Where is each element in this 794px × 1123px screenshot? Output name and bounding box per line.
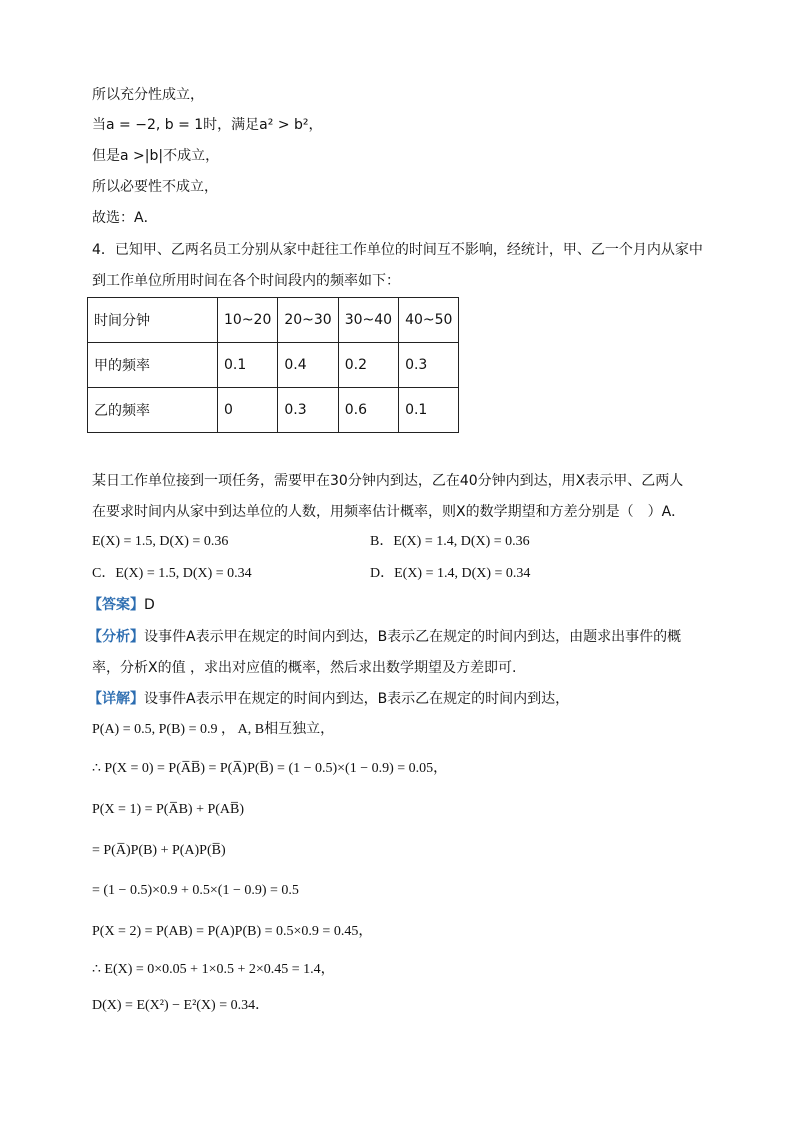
table-cell: 0.2 [338,343,398,388]
detail-line-1 [88,689,569,709]
answer-value: D [144,597,155,613]
text-line-3: 但是a >|b|不成立， [92,148,220,164]
detail-tag: 【详解】 [88,691,144,707]
answer-tag: 【答案】 [88,597,144,613]
analysis-line-1 [88,627,681,647]
table-cell: 0.3 [278,388,338,433]
table-row [88,343,459,388]
text-line-2: 当a = −2, b = 1时，满足a² > b²， [92,117,323,133]
option-c: C．E(X) = 1.5, D(X) = 0.34 [92,566,252,581]
question-stem-line-1: 某日工作单位接到一项任务，需要甲在30分钟内到达，乙在40分钟内到达，用X表示甲、乙两人 [92,473,684,489]
table-cell: 0.3 [399,343,459,388]
equation-6: P(X = 2) = P(AB) = P(A)P(B) = 0.5×0.9 = 0.45， [92,924,373,939]
equation-4: = P(A̅)P(B) + P(A)P(B̅) [92,843,226,858]
analysis-tag: 【分析】 [88,629,144,645]
table-row [88,388,459,433]
table-cell: 时间分钟 [88,298,218,343]
table-cell: 10~20 [218,298,278,343]
text-line-5: 故选：A． [92,210,158,226]
table-header-row [88,298,459,343]
option-a: E(X) = 1.5, D(X) = 0.36 [92,534,229,549]
analysis-line-2: 率，分析X的值 ，求出对应值的概率，然后求出数学期望及方差即可. [92,660,517,676]
equation-2: ∴ P(X = 0) = P(A̅B̅) = P(A̅)P(B̅) = (1 − 0.5)×(1 − 0.9) = 0.05， [92,761,448,776]
option-d: D．E(X) = 1.4, D(X) = 0.34 [370,566,531,581]
option-b: B．E(X) = 1.4, D(X) = 0.36 [370,534,530,549]
table-cell: 0.1 [399,388,459,433]
table-cell: 30~40 [338,298,398,343]
table-cell: 40~50 [399,298,459,343]
detail-text: 设事件A表示甲在规定的时间内到达，B表示乙在规定的时间内到达， [144,691,570,707]
text-line-1: 所以充分性成立， [92,87,204,103]
frequency-table [87,297,459,433]
equation-5: = (1 − 0.5)×0.9 + 0.5×(1 − 0.9) = 0.5 [92,883,299,898]
table-cell: 0.1 [218,343,278,388]
table-cell: 0 [218,388,278,433]
equation-8: D(X) = E(X²) − E²(X) = 0.34． [92,998,270,1013]
equation-7: ∴ E(X) = 0×0.05 + 1×0.5 + 2×0.45 = 1.4， [92,962,335,977]
text-line-4: 所以必要性不成立， [92,179,218,195]
question-4-line-2: 到工作单位所用时间在各个时间段内的频率如下： [92,273,400,289]
table-cell: 0.4 [278,343,338,388]
analysis-text: 设事件A表示甲在规定的时间内到达，B表示乙在规定的时间内到达，由题求出事件的概 [144,629,682,645]
question-4-line-1: 4．已知甲、乙两名员工分别从家中赶往工作单位的时间互不影响，经统计，甲、乙一个月内从家中 [92,242,703,258]
question-stem-line-2: 在要求时间内从家中到达单位的人数，用频率估计概率，则X的数学期望和方差分别是（ ）A． [92,504,686,520]
answer-line [88,595,155,615]
table-cell: 0.6 [338,388,398,433]
table-cell: 20~30 [278,298,338,343]
table-cell: 甲的频率 [88,343,218,388]
table-cell: 乙的频率 [88,388,218,433]
equation-3: P(X = 1) = P(A̅B) + P(AB̅) [92,802,245,817]
equation-1: P(A) = 0.5, P(B) = 0.9 ， A, B相互独立， [92,722,335,737]
